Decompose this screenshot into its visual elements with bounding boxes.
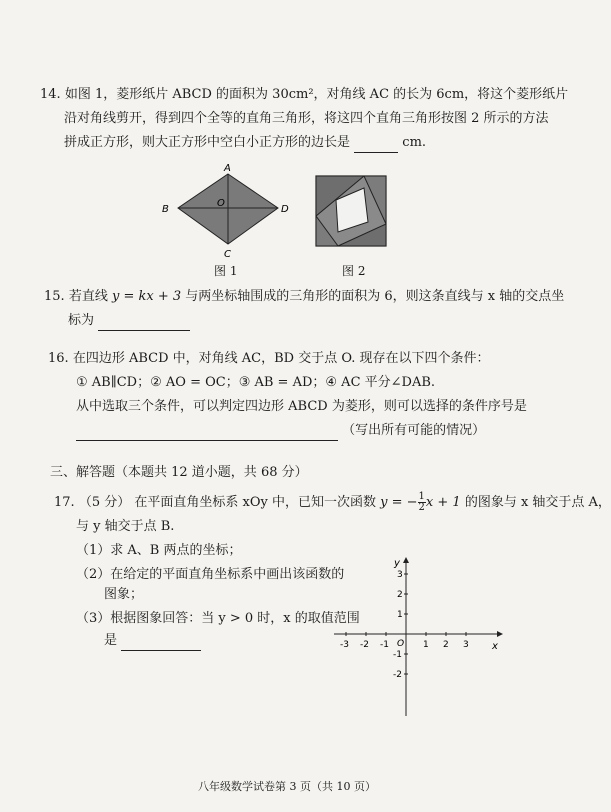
q16-hint: （写出所有可能的情况） [342, 423, 486, 438]
q16-text-1: 在四边形 ABCD 中，对角线 AC，BD 交于点 O. 现存在以下四个条件： [72, 351, 490, 366]
label-o: O [217, 198, 225, 209]
q14-answer-blank[interactable] [354, 134, 398, 153]
x-tick-label: 3 [463, 640, 469, 650]
q17-line2: 与 y 轴交于点 B. [76, 519, 175, 534]
q16-conditions: ① AB∥CD；② AO = OC；③ AB = AD；④ AC 平分∠DAB. [76, 375, 436, 390]
q16-number: 16. [48, 351, 69, 366]
q15-line2 [68, 312, 190, 331]
q17-sub2b: 图象； [104, 587, 144, 602]
q17-sub3a: （3）根据图象回答：当 y > 0 时，x 的取值范围 [76, 611, 360, 626]
page-footer: 八年级数学试卷第 3 页（共 10 页） [198, 780, 376, 793]
q17-text-b: 的图象与 x 轴交于点 A， [464, 495, 611, 510]
q14-text-1: 如图 1，菱形纸片 ABCD 的面积为 30cm²，对角线 AC 的长为 6cm，将这个菱形纸片 [64, 87, 569, 102]
q17-answer-blank[interactable] [121, 632, 201, 651]
section-3-title: 三、解答题（本题共 12 道小题，共 68 分） [50, 465, 308, 480]
q15-line1 [44, 288, 564, 306]
q17-text-a: 在平面直角坐标系 xOy 中，已知一次函数 [134, 495, 376, 510]
y-tick-label: 3 [397, 570, 403, 580]
label-a: A [224, 163, 231, 174]
q16-line3: 从中选取三个条件，可以判定四边形 ABCD 为菱形，则可以选择的条件序号是 [76, 399, 527, 414]
q14-text-3: 拼成正方形，则大正方形中空白小正方形的边长是 [64, 135, 351, 150]
q17-eq-lhs: y = − [380, 495, 418, 510]
y-axis-label: y [394, 558, 400, 569]
q17-number: 17. [54, 495, 75, 510]
fig2-caption: 图 2 [342, 264, 366, 278]
label-c: C [224, 249, 231, 260]
x-tick-label: -1 [380, 640, 389, 650]
x-tick-label: -2 [360, 640, 369, 650]
x-tick-label: 2 [443, 640, 449, 650]
q16-answer-blank[interactable] [76, 422, 338, 441]
q15-number: 15. [44, 289, 65, 304]
q14-number: 14. [40, 87, 61, 102]
label-b: B [162, 204, 169, 215]
q17-sub2a: （2）在给定的平面直角坐标系中画出该函数的 [76, 567, 345, 582]
q14-line1 [40, 86, 568, 104]
q16-line1 [48, 350, 490, 368]
q15-text-a: 若直线 [68, 289, 108, 304]
y-tick-label: -2 [393, 670, 402, 680]
figure-2-square [312, 172, 392, 252]
y-tick-label: 2 [397, 590, 403, 600]
x-tick-label: 1 [423, 640, 429, 650]
label-d: D [281, 204, 289, 215]
y-tick-label: -1 [393, 650, 402, 660]
x-ticks [340, 632, 469, 650]
q15-text-b: 与两坐标轴围成的三角形的面积为 6，则这条直线与 x 轴的交点坐 [185, 289, 565, 304]
q17-eq-rhs: x + 1 [425, 495, 461, 510]
q17-sub3b [104, 632, 201, 651]
x-axis-label: x [492, 641, 498, 652]
q17-fraction [418, 492, 426, 513]
q14-line2: 沿对角线剪开，得到四个全等的直角三角形，将这四个直角三角形按图 2 所示的方法 [64, 111, 549, 126]
q17-sub3b-text: 是 [104, 633, 118, 648]
q15-text-2: 标为 [68, 313, 95, 328]
fraction-numerator: 1 [418, 491, 425, 502]
q15-equation: y = kx + 3 [111, 289, 182, 304]
origin-label: O [397, 639, 405, 649]
q17-score: （5 分） [78, 495, 131, 510]
q15-answer-blank[interactable] [98, 312, 190, 331]
x-tick-label: -3 [340, 640, 349, 650]
q16-line4 [76, 422, 485, 441]
q17-line1 [54, 492, 611, 513]
figure-1-rhombus [160, 160, 300, 270]
q17-sub1: （1）求 A、B 两点的坐标； [76, 543, 242, 558]
y-tick-label: 1 [397, 610, 403, 620]
q14-line3 [64, 134, 426, 153]
fig1-caption: 图 1 [214, 264, 238, 278]
q14-unit: cm. [402, 135, 427, 150]
coordinate-plane[interactable] [330, 552, 510, 722]
fraction-denominator: 2 [418, 502, 425, 513]
